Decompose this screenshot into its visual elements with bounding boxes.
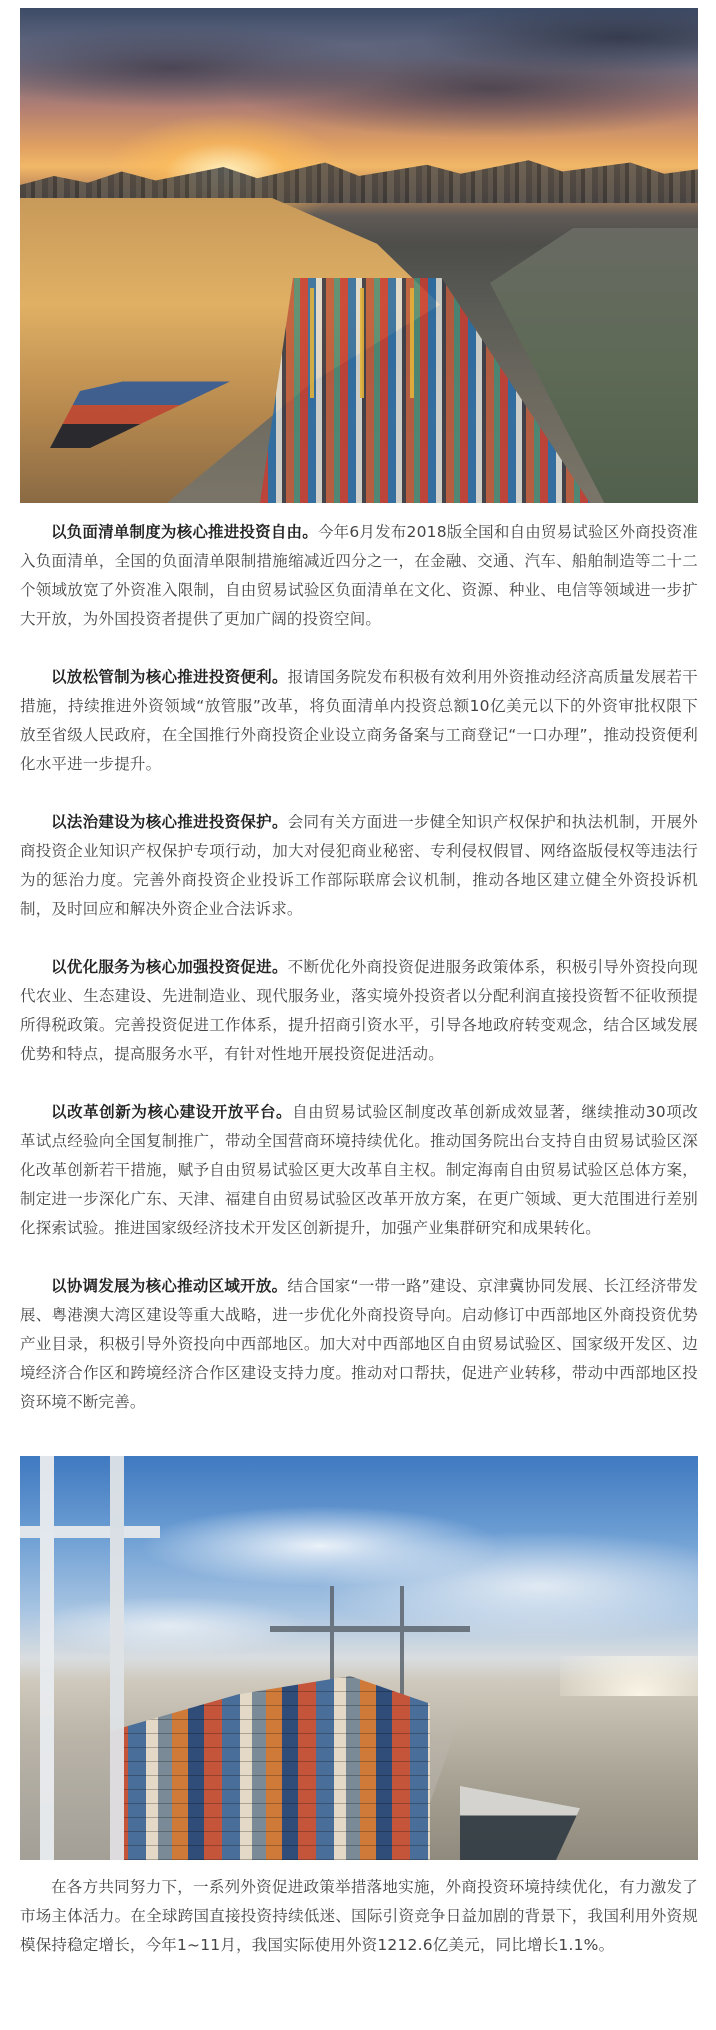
paragraph-lead: 以协调发展为核心推动区域开放。 xyxy=(51,1277,288,1295)
foreground-crane xyxy=(20,1456,160,1860)
paragraph-text: 自由贸易试验区制度改革创新成效显著，继续推动30项改革试点经验向全国复制推广，带动全国营商环境持续优化。推动国务院出台支持自由贸易试验区深化改革创新若干措施，赋予自由贸易试验区更大改革自主权。制定海南自由贸易试验区总体方案，制定进一步深化广东、天津、福建自由贸易试验区改革开放方案，在更广领域、更大范围进行差别化探索试验。推进国家级经济技术开发区创新提升，加强产业集群研究和成果转化。 xyxy=(20,1103,698,1237)
paragraph-lead: 以法治建设为核心推进投资保护。 xyxy=(51,813,288,831)
paragraph-investment-protection xyxy=(20,808,698,924)
paragraph-summary xyxy=(20,1873,698,1960)
port-sunset-photo xyxy=(20,8,698,503)
paragraph-investment-promotion xyxy=(20,953,698,1069)
paragraph-investment-facilitation xyxy=(20,663,698,779)
paragraph-lead: 以优化服务为核心加强投资促进。 xyxy=(51,958,288,976)
paragraph-investment-liberalization xyxy=(20,518,698,634)
sky-clouds xyxy=(20,8,698,158)
paragraph-lead: 以负面清单制度为核心推进投资自由。 xyxy=(51,523,318,541)
paragraph-open-platform xyxy=(20,1098,698,1243)
city-skyline xyxy=(20,158,698,203)
paragraph-text: 在各方共同努力下，一系列外资促进政策举措落地实施，外商投资环境持续优化，有力激发了市场主体活力。在全球跨国直接投资持续低迷、国际引资竞争日益加剧的背景下，我国利用外资规模保持稳定增长，今年1~11月，我国实际使用外资1212.6亿美元，同比增长1.1%。 xyxy=(20,1878,698,1954)
paragraph-text: 报请国务院发布积极有效利用外资推动经济高质量发展若干措施，持续推进外资领域“放管服”改革，将负面清单内投资总额10亿美元以下的外资审批权限下放至省级人民政府，在全国推行外商投资企业设立商务备案与工商登记“一口办理”，推动投资便利化水平进一步提升。 xyxy=(20,668,698,773)
paragraph-lead: 以放松管制为核心推进投资便利。 xyxy=(51,668,288,686)
port-cranes xyxy=(290,288,440,398)
container-port-photo xyxy=(20,1456,698,1860)
paragraph-regional-opening xyxy=(20,1272,698,1417)
paragraph-text: 不断优化外商投资促进服务政策体系，积极引导外资投向现代农业、生态建设、先进制造业、现代服务业，落实境外投资者以分配利润直接投资暂不征收预提所得税政策。完善投资促进工作体系，提升招商引资水平，引导各地政府转变观念，结合区域发展优势和特点，提高服务水平，有针对性地开展投资促进活动。 xyxy=(20,958,698,1063)
paragraph-text: 结合国家“一带一路”建设、京津冀协同发展、长江经济带发展、粤港澳大湾区建设等重大战略，进一步优化外商投资导向。启动修订中西部地区外商投资优势产业目录，积极引导外资投向中西部地区。加大对中西部地区自由贸易试验区、国家级开发区、边境经济合作区和跨境经济合作区建设支持力度。推动对口帮扶，促进产业转移，带动中西部地区投资环境不断完善。 xyxy=(20,1277,698,1411)
paragraph-text: 今年6月发布2018版全国和自由贸易试验区外商投资准入负面清单，全国的负面清单限制措施缩减近四分之一，在金融、交通、汽车、船舶制造等二十二个领域放宽了外资准入限制，自由贸易试验区负面清单在文化、资源、种业、电信等领域进一步扩大开放，为外国投资者提供了更加广阔的投资空间。 xyxy=(20,523,698,628)
paragraph-text: 会同有关方面进一步健全知识产权保护和执法机制，开展外商投资企业知识产权保护专项行动，加大对侵犯商业秘密、专利侵权假冒、网络盗版侵权等违法行为的惩治力度。完善外商投资企业投诉工作部际联席会议机制，推动各地区建立健全外资投诉机制，及时回应和解决外资企业合法诉求。 xyxy=(20,813,698,918)
paragraph-lead: 以改革创新为核心建设开放平台。 xyxy=(51,1103,293,1121)
